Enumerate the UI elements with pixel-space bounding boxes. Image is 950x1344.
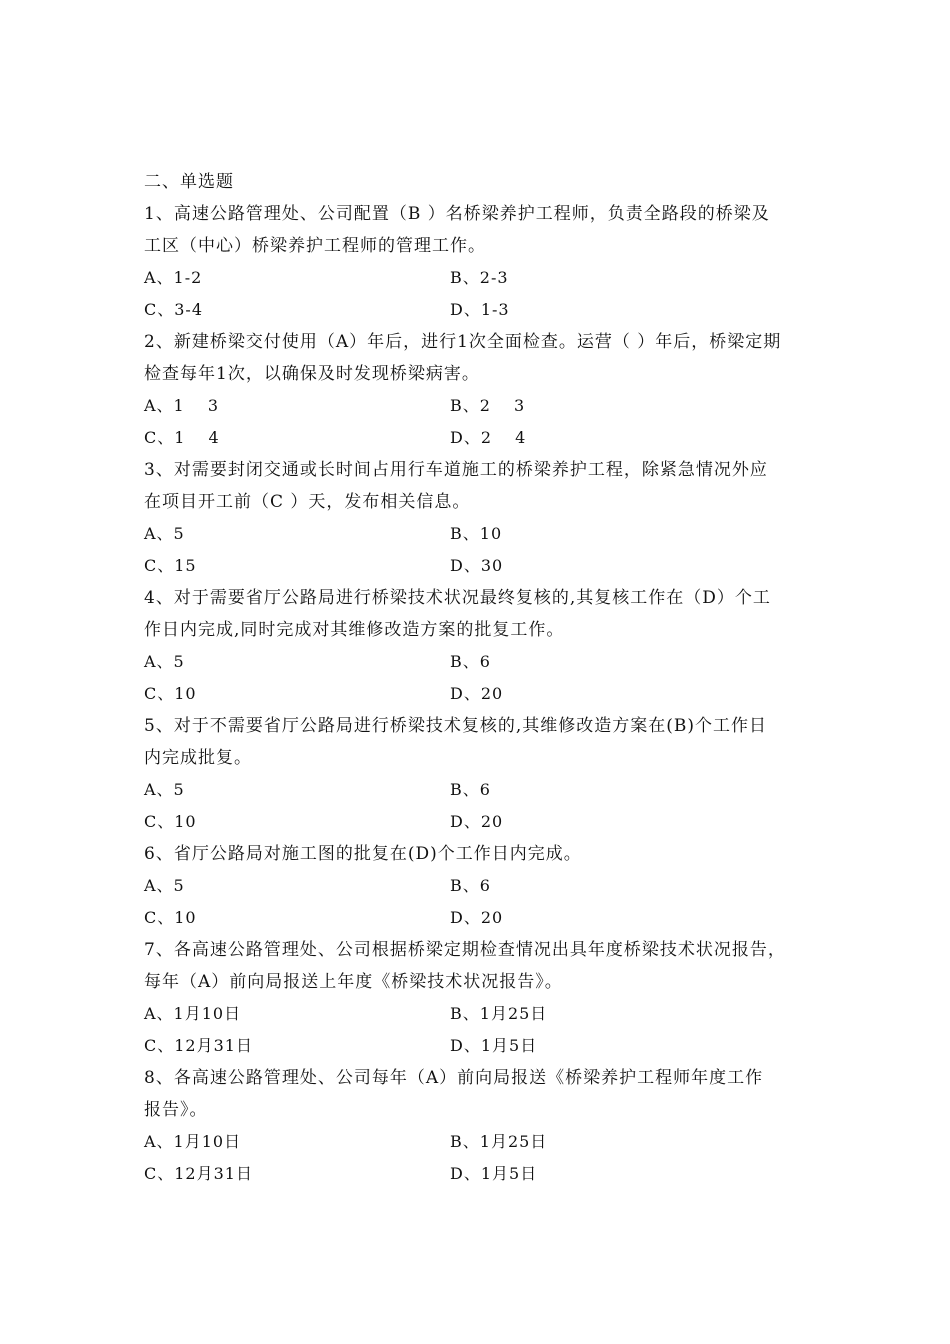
option-item: C、10 bbox=[144, 812, 197, 831]
option-item: C、10 bbox=[144, 684, 197, 703]
option-item: D、20 bbox=[450, 908, 504, 927]
option-row bbox=[144, 550, 824, 582]
option-row bbox=[144, 902, 824, 934]
option-item: D、1月5日 bbox=[450, 1164, 538, 1183]
option-item: C、12月31日 bbox=[144, 1164, 253, 1183]
option-item: C、10 bbox=[144, 908, 197, 927]
option-item: A、5 bbox=[144, 652, 185, 671]
option-row bbox=[144, 1030, 824, 1062]
option-item: C、3-4 bbox=[144, 300, 204, 319]
question-block bbox=[144, 326, 824, 454]
option-item: A、5 bbox=[144, 780, 185, 799]
question-block bbox=[144, 1062, 824, 1190]
option-item: D、1月5日 bbox=[450, 1036, 538, 1055]
option-item: A、1 3 bbox=[144, 396, 220, 415]
option-item: C、12月31日 bbox=[144, 1036, 253, 1055]
option-item: D、2 4 bbox=[450, 428, 527, 447]
option-item: D、20 bbox=[450, 684, 504, 703]
question-block bbox=[144, 582, 824, 710]
option-item: A、5 bbox=[144, 876, 185, 895]
option-row bbox=[144, 1126, 824, 1158]
option-row bbox=[144, 422, 824, 454]
option-row bbox=[144, 1158, 824, 1190]
option-item: D、20 bbox=[450, 812, 504, 831]
option-item: D、1-3 bbox=[450, 300, 510, 319]
option-item: C、1 4 bbox=[144, 428, 220, 447]
option-row bbox=[144, 774, 824, 806]
question-text: 在项目开工前（C ）天，发布相关信息。 bbox=[144, 492, 471, 512]
question-text: 作日内完成,同时完成对其维修改造方案的批复工作。 bbox=[144, 620, 565, 640]
question-text: 检查每年1次，以确保及时发现桥梁病害。 bbox=[144, 364, 480, 384]
option-row bbox=[144, 870, 824, 902]
option-item: A、1月10日 bbox=[144, 1132, 242, 1151]
option-row bbox=[144, 262, 824, 294]
question-text: 7、各高速公路管理处、公司根据桥梁定期检查情况出具年度桥梁技术状况报告， bbox=[144, 940, 786, 960]
option-item: B、1月25日 bbox=[450, 1132, 548, 1151]
option-item: B、2 3 bbox=[450, 396, 526, 415]
document-content bbox=[144, 166, 824, 1190]
question-text: 2、新建桥梁交付使用（A）年后，进行1次全面检查。运营（ ）年后，桥梁定期 bbox=[144, 332, 782, 352]
question-text: 工区（中心）桥梁养护工程师的管理工作。 bbox=[144, 236, 486, 256]
question-block bbox=[144, 934, 824, 1062]
option-item: A、5 bbox=[144, 524, 185, 543]
option-item: B、6 bbox=[450, 652, 491, 671]
option-item: B、2-3 bbox=[450, 268, 509, 287]
question-text: 1、高速公路管理处、公司配置（B ）名桥梁养护工程师，负责全路段的桥梁及 bbox=[144, 204, 770, 224]
option-item: B、6 bbox=[450, 780, 491, 799]
option-item: A、1月10日 bbox=[144, 1004, 242, 1023]
question-text: 4、对于需要省厅公路局进行桥梁技术状况最终复核的,其复核工作在（D）个工 bbox=[144, 588, 771, 608]
question-text: 8、各高速公路管理处、公司每年（A）前向局报送《桥梁养护工程师年度工作 bbox=[144, 1068, 764, 1088]
option-row bbox=[144, 518, 824, 550]
option-item: D、30 bbox=[450, 556, 504, 575]
option-row bbox=[144, 998, 824, 1030]
option-row bbox=[144, 806, 824, 838]
question-text: 6、省厅公路局对施工图的批复在(D)个工作日内完成。 bbox=[144, 844, 582, 864]
option-row bbox=[144, 678, 824, 710]
option-row bbox=[144, 646, 824, 678]
question-text: 内完成批复。 bbox=[144, 748, 252, 768]
option-item: C、15 bbox=[144, 556, 197, 575]
question-text: 每年（A）前向局报送上年度《桥梁技术状况报告》。 bbox=[144, 972, 563, 992]
option-item: A、1-2 bbox=[144, 268, 203, 287]
option-row bbox=[144, 390, 824, 422]
option-item: B、10 bbox=[450, 524, 503, 543]
question-block bbox=[144, 838, 824, 934]
option-item: B、6 bbox=[450, 876, 491, 895]
question-text: 报告》。 bbox=[144, 1100, 208, 1120]
question-text: 3、对需要封闭交通或长时间占用行车道施工的桥梁养护工程，除紧急情况外应 bbox=[144, 460, 768, 480]
question-block bbox=[144, 198, 824, 326]
section-title: 二、单选题 bbox=[144, 172, 234, 192]
option-item: B、1月25日 bbox=[450, 1004, 548, 1023]
question-text: 5、对于不需要省厅公路局进行桥梁技术复核的,其维修改造方案在(B)个工作日 bbox=[144, 716, 767, 736]
question-block bbox=[144, 710, 824, 838]
option-row bbox=[144, 294, 824, 326]
question-block bbox=[144, 454, 824, 582]
